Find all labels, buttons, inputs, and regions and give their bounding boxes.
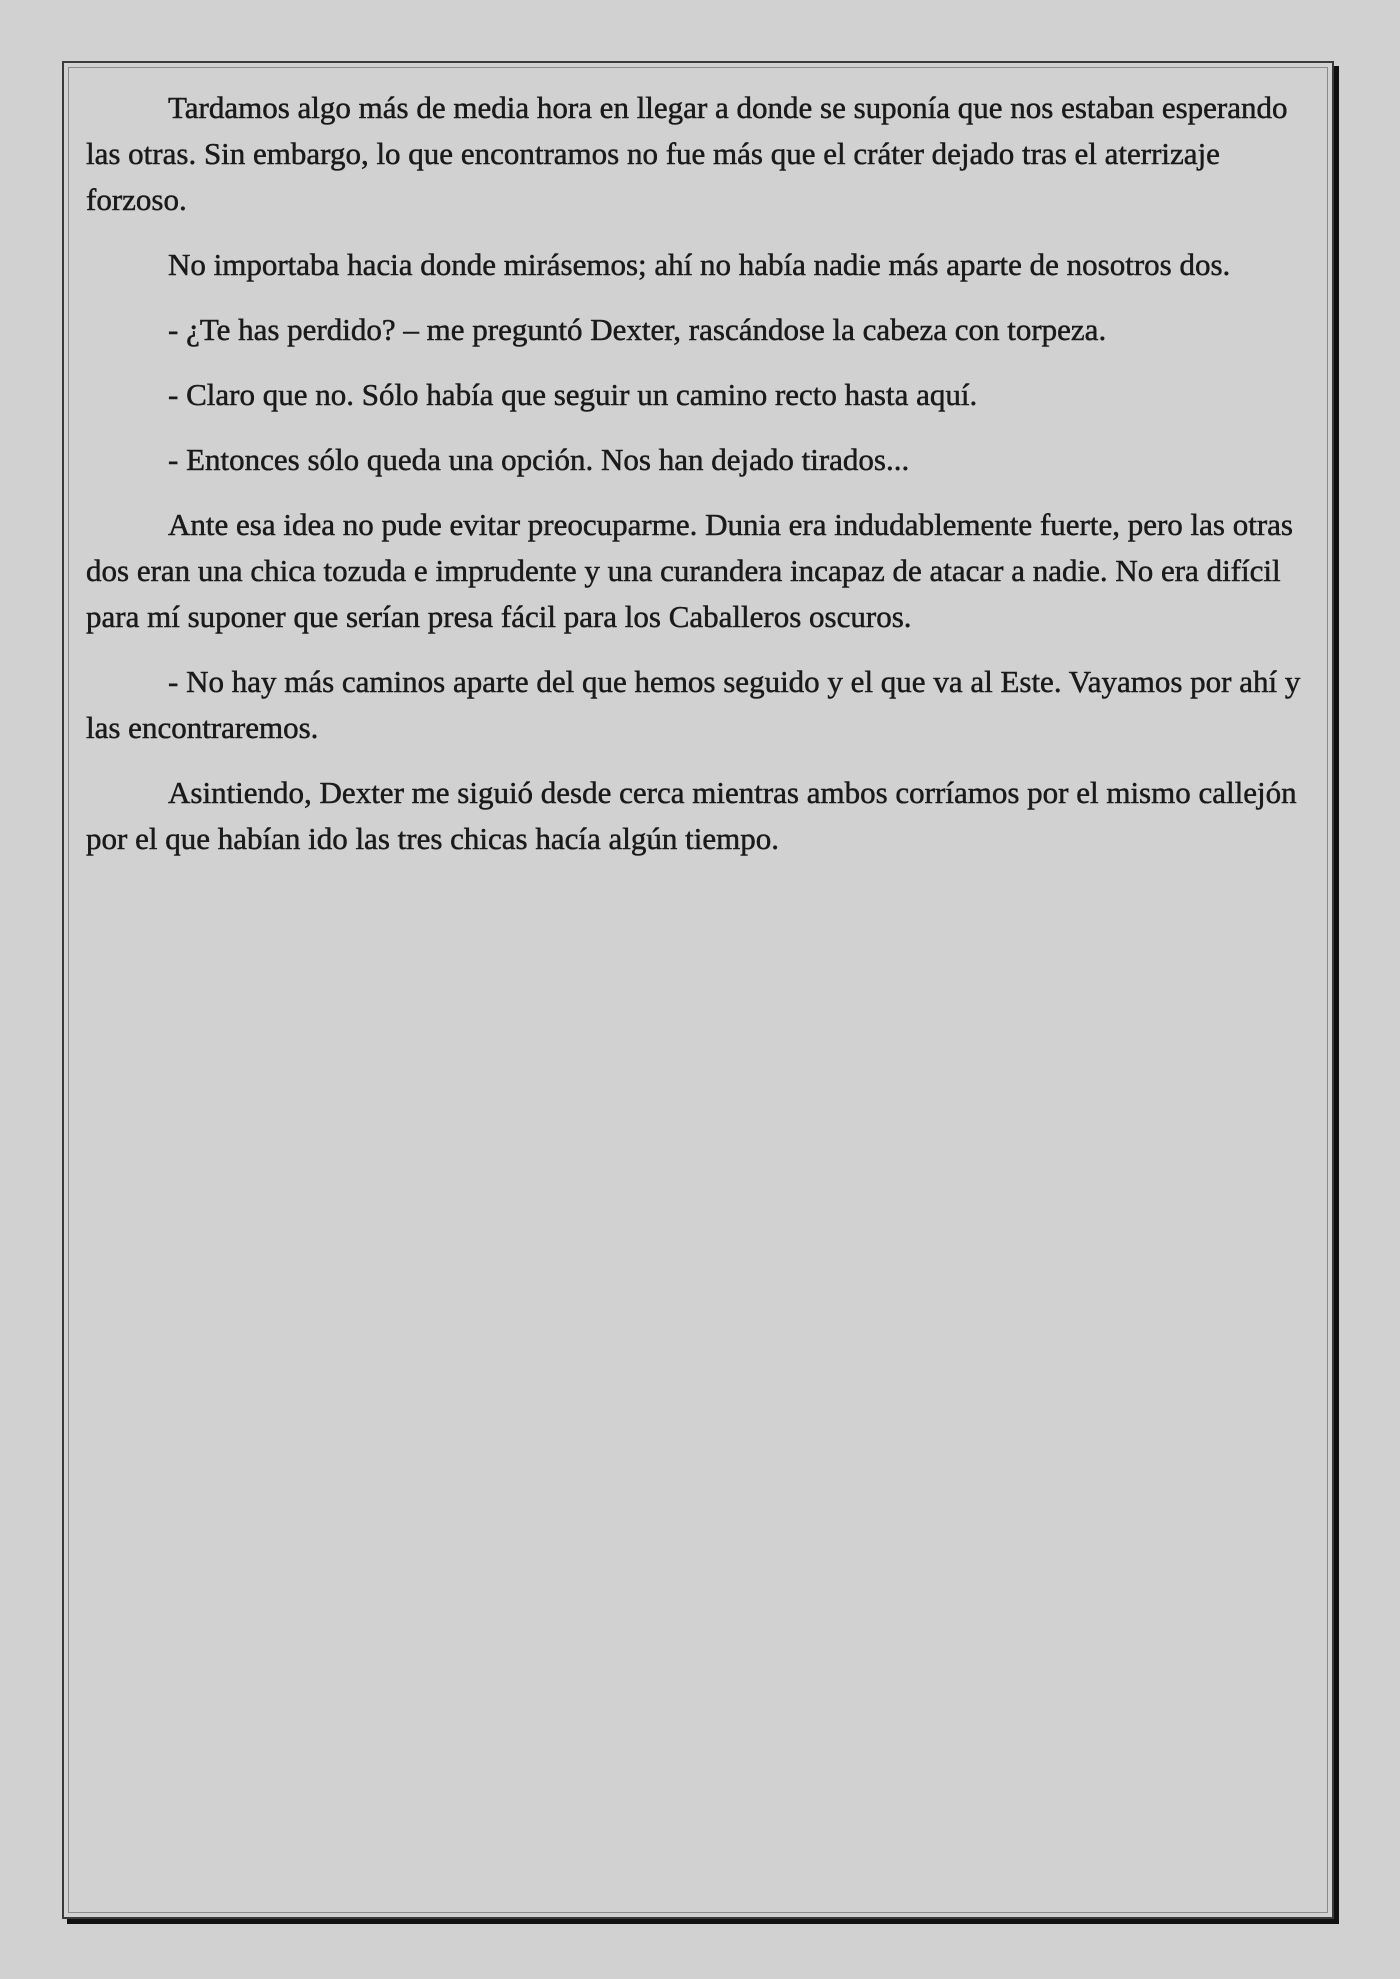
page-frame: [62, 61, 1334, 1919]
paragraph: Asintiendo, Dexter me siguió desde cerca mientras ambos corríamos por el mismo callejón por el que habían ido las tres chicas hacía algún tiempo.: [86, 775, 1297, 856]
page-text-body: [86, 85, 1316, 881]
paragraph: - No hay más caminos aparte del que hemos seguido y el que va al Este. Vayamos por ahí y las encontraremos.: [86, 664, 1301, 745]
paragraph: - Claro que no. Sólo había que seguir un camino recto hasta aquí.: [168, 377, 978, 412]
paragraph: - Entonces sólo queda una opción. Nos han dejado tirados...: [168, 442, 910, 477]
paragraph: - ¿Te has perdido? – me preguntó Dexter, rascándose la cabeza con torpeza.: [168, 312, 1107, 347]
paragraph: Ante esa idea no pude evitar preocuparme. Dunia era indudablemente fuerte, pero las otras dos eran una chica tozuda e imprudente y una curandera incapaz de atacar a nadie. No era difícil para mí suponer que serían presa fácil para los Caballeros oscuros.: [86, 507, 1293, 634]
paragraph: No importaba hacia donde mirásemos; ahí no había nadie más aparte de nosotros dos.: [168, 247, 1231, 282]
paragraph: Tardamos algo más de media hora en llegar a donde se suponía que nos estaban esperando las otras. Sin embargo, lo que encontramos no fue más que el cráter dejado tras el aterrizaje forzoso.: [86, 90, 1288, 217]
